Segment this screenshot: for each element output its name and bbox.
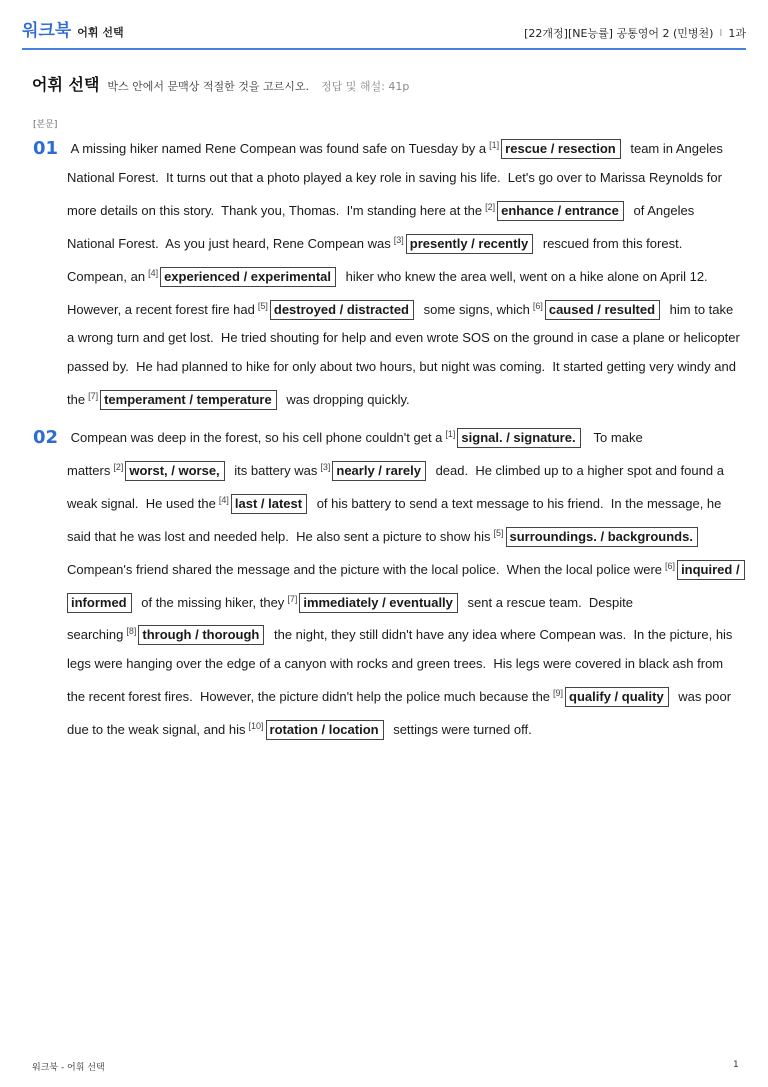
blank-number: [5] xyxy=(493,527,504,538)
passage-text: was dropping quickly. xyxy=(282,392,410,408)
choice-box[interactable]: nearly / rarely xyxy=(332,461,426,481)
choice-box[interactable]: rescue / resection xyxy=(501,139,621,159)
choice-box[interactable]: caused / resulted xyxy=(545,300,660,320)
choice-box[interactable]: presently / recently xyxy=(406,234,534,254)
blank-number: [2] xyxy=(485,201,496,212)
page-header xyxy=(22,16,746,50)
blank-number: [7] xyxy=(287,593,298,604)
choice-box[interactable]: rotation / location xyxy=(266,720,384,740)
blank-number: [9] xyxy=(553,688,564,699)
blank-number: [3] xyxy=(393,234,404,245)
blank-number: [2] xyxy=(113,461,124,472)
blank-number: [10] xyxy=(248,721,264,732)
passage-01 xyxy=(67,131,743,415)
footer-label: 워크북 - 어휘 선택 xyxy=(32,1063,105,1073)
blank-number: [3] xyxy=(320,461,331,472)
passage-text: the night, they still didn't have any idea where Compean was. In the picture, his legs were hanging over the edge of a canyon with rocks and green trees. His legs were covered in black ash from the recent forest fires. However, the picture didn't help the police much because the xyxy=(67,627,737,705)
question-number: 02 xyxy=(33,427,59,448)
passage-text: some signs, which xyxy=(420,301,530,317)
page-title: 어휘 선택 xyxy=(32,75,100,94)
passage-text: was poor due to the weak signal, and his xyxy=(67,689,735,738)
header-separator: I xyxy=(719,27,723,39)
choice-box[interactable]: temperament / temperature xyxy=(100,390,277,410)
brand xyxy=(22,16,124,41)
passage-text: Compean was deep in the forest, so his cell phone couldn't get a xyxy=(67,430,443,445)
lesson-label: 1과 xyxy=(728,27,746,40)
passage-text: rescued from this forest. Compean, an xyxy=(67,235,690,284)
passage-text: of the missing hiker, they xyxy=(137,594,285,610)
choice-box[interactable]: immediately / eventually xyxy=(299,593,458,613)
choice-box[interactable]: surroundings. / backgrounds. xyxy=(506,527,698,547)
answer-reference: 정답 및 해설: 41p xyxy=(321,80,410,93)
choice-box[interactable]: enhance / entrance xyxy=(497,201,624,221)
passage-text: its battery was xyxy=(230,462,318,478)
instruction: 박스 안에서 문맥상 적절한 것을 고르시오. xyxy=(107,80,310,93)
brand-logo: 워크북 xyxy=(22,21,72,41)
choice-box[interactable]: signal. / signature. xyxy=(457,428,580,448)
passage-text: him to take a wrong turn and get lost. He tried shouting for help and even wrote SOS on the ground in case a plane or helicopter passed by. He had planned to hike for only about two hours, but night was coming. It started getting very windy and the xyxy=(67,301,744,408)
passage-text: settings were turned off. xyxy=(389,722,532,738)
blank-number: [6] xyxy=(665,560,676,571)
passage-text: of Angeles National Forest. As you just heard, Rene Compean was xyxy=(67,202,698,251)
choice-box[interactable]: destroyed / distracted xyxy=(270,300,414,320)
page-number: 1 xyxy=(733,1060,739,1070)
blank-number: [4] xyxy=(148,267,159,278)
blank-number: [1] xyxy=(445,429,456,439)
header-info xyxy=(524,25,746,41)
question-number: 01 xyxy=(33,138,59,159)
title-row xyxy=(32,72,409,95)
book-title: [22개정][NE능률] 공통영어 2 (민병천) xyxy=(524,27,714,40)
brand-subtitle: 어휘 선택 xyxy=(77,26,124,39)
blank-number: [6] xyxy=(532,300,543,311)
passage-text: Compean's friend shared the message and the picture with the local police. When the local police were xyxy=(67,528,712,577)
blank-number: [4] xyxy=(218,494,229,505)
choice-box[interactable]: qualify / quality xyxy=(565,687,669,707)
choice-box[interactable]: through / thorough xyxy=(138,625,264,645)
passage-text: sent a rescue team. Despite searching xyxy=(67,594,637,643)
choice-box[interactable]: inquired / informed xyxy=(67,560,745,613)
passage-text: of his battery to send a text message to his friend. In the message, he said that he was lost and needed help. He also sent a picture to show his xyxy=(67,495,725,544)
passage-text: hiker who knew the area well, went on a hike alone on April 12. However, a recent forest fire had xyxy=(67,268,715,317)
blank-number: [8] xyxy=(126,626,137,637)
section-label: [본문] xyxy=(33,120,58,130)
passage-text: A missing hiker named Rene Compean was found safe on Tuesday by a xyxy=(67,141,487,156)
choice-box[interactable]: worst, / worse, xyxy=(125,461,224,481)
passage-text: team in Angeles National Forest. It turns out that a photo played a key role in saving his life. Let's go over to Marissa Reynolds for more details on this story. Thank you, Thomas. I'm standing here at the xyxy=(67,141,727,218)
passage-text: dead. He climbed up to a higher spot and found a weak signal. He used the xyxy=(67,462,728,511)
choice-box[interactable]: experienced / experimental xyxy=(160,267,336,287)
passage-02 xyxy=(67,420,743,745)
blank-number: [7] xyxy=(88,391,99,402)
passage-text: To make matters xyxy=(67,430,647,478)
choice-box[interactable]: last / latest xyxy=(231,494,307,514)
blank-number: [5] xyxy=(257,300,268,311)
blank-number: [1] xyxy=(489,140,500,150)
